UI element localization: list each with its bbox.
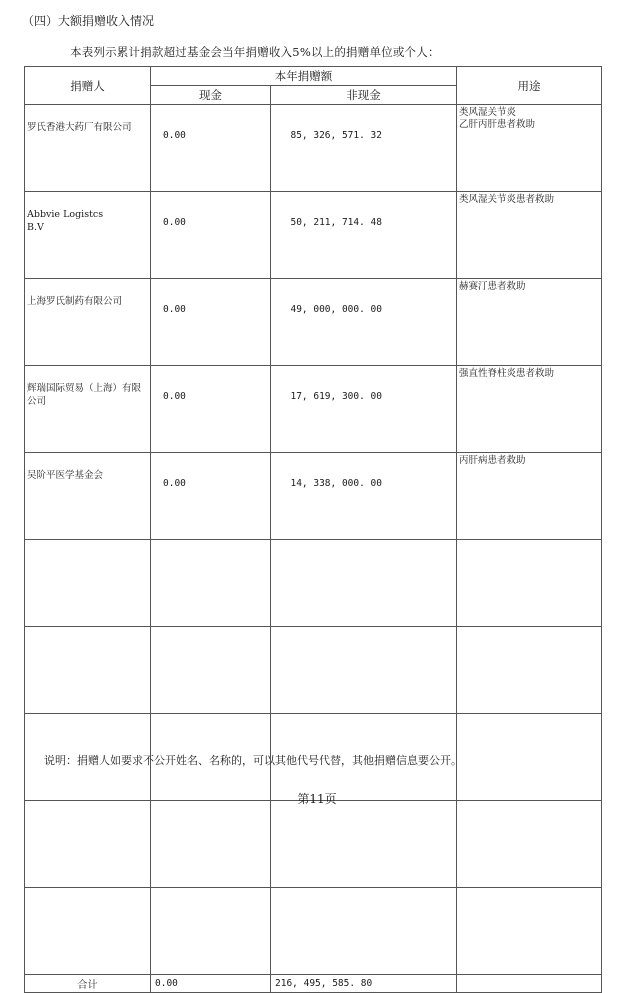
- total-label: 合计: [25, 975, 151, 993]
- non-cash-cell: 17, 619, 300. 00: [271, 366, 457, 453]
- usage-cell: 类风湿关节炎患者救助: [457, 192, 602, 279]
- usage-cell: [457, 540, 602, 627]
- cash-cell: [151, 540, 271, 627]
- usage-cell: [457, 627, 602, 714]
- usage-cell: 赫赛汀患者救助: [457, 279, 602, 366]
- donor-cell: 吴阶平医学基金会: [25, 453, 151, 540]
- table-row: [25, 279, 602, 366]
- table-row: [25, 888, 602, 975]
- donor-cell: [25, 801, 151, 888]
- non-cash-cell: [271, 540, 457, 627]
- total-non-cash: 216, 495, 585. 80: [271, 975, 457, 993]
- header-donor: 捐赠人: [25, 67, 151, 105]
- donation-table: [24, 66, 602, 993]
- footnote: 说明：捐赠人如要求不公开姓名、名称的，可以其他代号代替，其他捐赠信息要公开。: [44, 754, 462, 767]
- donor-cell: Abbvie Logistcs B.V: [25, 192, 151, 279]
- non-cash-cell: [271, 627, 457, 714]
- table-row: [25, 627, 602, 714]
- header-annual-amount: 本年捐赠额: [151, 67, 457, 86]
- cash-cell: [151, 801, 271, 888]
- table-row: [25, 453, 602, 540]
- table-row: [25, 366, 602, 453]
- cash-cell: [151, 888, 271, 975]
- cash-cell: 0.00: [151, 279, 271, 366]
- donor-cell: 辉瑞国际贸易（上海）有限公司: [25, 366, 151, 453]
- cash-cell: 0.00: [151, 366, 271, 453]
- non-cash-cell: 85, 326, 571. 32: [271, 105, 457, 192]
- cash-cell: 0.00: [151, 105, 271, 192]
- table-row: [25, 105, 602, 192]
- non-cash-cell: [271, 888, 457, 975]
- total-cash: 0.00: [151, 975, 271, 993]
- header-non-cash: 非现金: [271, 86, 457, 105]
- header-usage: 用途: [457, 67, 602, 105]
- table-row: [25, 192, 602, 279]
- table-row: [25, 540, 602, 627]
- cash-cell: [151, 627, 271, 714]
- non-cash-cell: 50, 211, 714. 48: [271, 192, 457, 279]
- total-row: [25, 975, 602, 993]
- donor-cell: [25, 540, 151, 627]
- table-intro: 本表列示累计捐款超过基金会当年捐赠收入5%以上的捐赠单位或个人：: [70, 45, 440, 59]
- donor-cell: 上海罗氏制药有限公司: [25, 279, 151, 366]
- usage-cell: [457, 888, 602, 975]
- usage-cell: 强直性脊柱炎患者救助: [457, 366, 602, 453]
- usage-cell: 类风湿关节炎 乙肝丙肝患者救助: [457, 105, 602, 192]
- total-usage-empty: [457, 975, 602, 993]
- donor-cell: [25, 888, 151, 975]
- table-row: [25, 801, 602, 888]
- usage-cell: [457, 801, 602, 888]
- page-number: 第11页: [297, 792, 337, 806]
- non-cash-cell: 49, 000, 000. 00: [271, 279, 457, 366]
- section-title: （四）大额捐赠收入情况: [22, 14, 155, 28]
- usage-cell: [457, 714, 602, 801]
- non-cash-cell: 14, 338, 000. 00: [271, 453, 457, 540]
- non-cash-cell: [271, 801, 457, 888]
- header-cash: 现金: [151, 86, 271, 105]
- cash-cell: 0.00: [151, 192, 271, 279]
- donor-cell: 罗氏香港大药厂有限公司: [25, 105, 151, 192]
- donor-cell: [25, 627, 151, 714]
- usage-cell: 丙肝病患者救助: [457, 453, 602, 540]
- cash-cell: 0.00: [151, 453, 271, 540]
